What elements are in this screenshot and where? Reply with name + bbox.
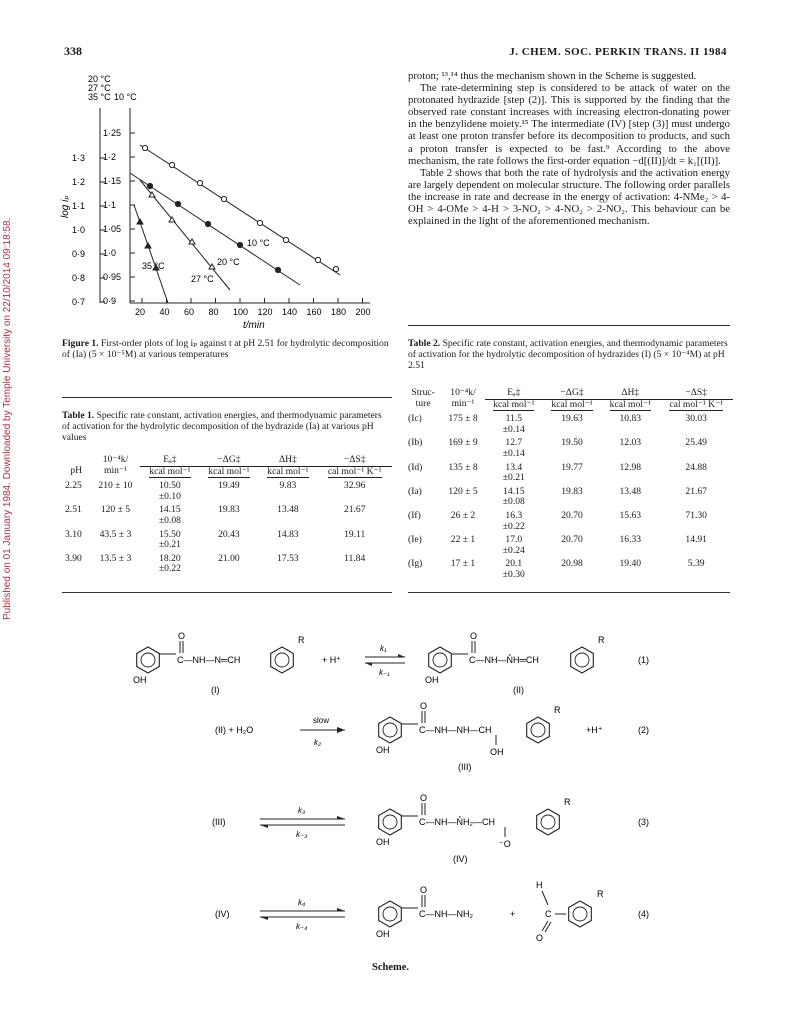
y4-tick-label: 1·1 [103, 200, 117, 210]
y1-tick-label: 0·8 [72, 273, 86, 283]
figure-1-caption-label: Figure 1. [62, 338, 99, 349]
paragraph-2: The rate-determining step is considered to be attack of water on the protonated hydrazide [step (2)]. This is supported by the finding that the observed rate constant increases with increasing electron-donating power in the benzylidene moiety.¹⁵ The intermediate (IV) [step (3)] must undergo at least one proton transfer before its decomposition to products, and such a proton transfer is expected to be fast.⁹ According to the above mechanism, the rate follows the first-order equation −d[(II)]/dt = k₁[(II)]. [408, 82, 730, 167]
y1-tick-label: 1·0 [72, 225, 86, 235]
axis-label-27c: 27 °C [88, 83, 111, 93]
point-10c [221, 196, 226, 201]
scheme-caption: Scheme. [372, 962, 410, 973]
y1-tick-label: 0·9 [72, 249, 86, 259]
svg-text:O: O [178, 631, 186, 641]
table-cell: 14.15 ±0.08 [140, 502, 199, 526]
axis-label-10c: 10 °C [114, 92, 137, 102]
header-top-0: Struc- [411, 387, 435, 398]
table-cell: 19.77 [561, 461, 583, 473]
table-cell: 2.51 [65, 504, 82, 516]
point-10c [283, 237, 288, 242]
table-row [62, 527, 392, 551]
table-cell: 14.15 ±0.08 [485, 484, 543, 508]
svg-text:OH: OH [490, 747, 504, 757]
header-unit-4: kcal mol⁻¹ [609, 398, 651, 410]
table-cell-error: ±0.08 [158, 514, 181, 526]
y4-tick-label: 1·05 [103, 224, 122, 234]
svg-text:k₋₄: k₋₄ [296, 922, 308, 931]
table-row [405, 508, 733, 532]
point-10c [142, 145, 147, 150]
table-cell: 10.83 [619, 413, 642, 425]
point-35c [145, 243, 151, 248]
header-top-2: Eₐ‡ [140, 455, 199, 466]
table-row [405, 484, 733, 508]
table-cell: 210 ± 10 [98, 480, 133, 492]
x-tick-label: 60 [184, 307, 195, 317]
svg-text:k₄: k₄ [298, 898, 306, 907]
page-number: 338 [64, 44, 82, 58]
header-unit-5: cal mol⁻¹ K⁻¹ [327, 465, 382, 477]
table-cell: 120 ± 5 [100, 504, 131, 516]
point-27c [169, 217, 175, 222]
rule-right-top [408, 325, 730, 326]
table-cell: 13.5 ± 3 [99, 552, 132, 564]
table-cell: 32.96 [343, 480, 366, 492]
svg-text:R: R [564, 797, 571, 807]
table-cell: 12.98 [619, 461, 642, 473]
table-cell: 21.00 [218, 552, 240, 564]
header-unit-0: ture [415, 398, 431, 410]
header-unit-2: kcal mol⁻¹ [493, 398, 535, 410]
svg-text:O: O [470, 631, 478, 641]
table-cell: 17.0 ±0.24 [485, 532, 543, 556]
table-cell: 14.91 [685, 534, 707, 546]
header-unit-3: kcal mol⁻¹ [208, 465, 250, 477]
axis-label-35c: 35 °C [88, 92, 111, 102]
table-cell: 20.98 [561, 558, 583, 570]
svg-text:k₂: k₂ [314, 738, 322, 747]
point-10c [333, 266, 338, 271]
rule-table2-bottom [408, 592, 730, 593]
table-cell: 20.43 [218, 528, 240, 540]
table-row [405, 556, 733, 580]
svg-text:(1): (1) [638, 655, 649, 665]
point-20c [205, 221, 210, 226]
header-unit-1: min⁻¹ [104, 465, 127, 477]
table-1-caption [62, 410, 392, 443]
svg-text:OH: OH [425, 675, 439, 685]
svg-text:R: R [298, 635, 305, 645]
table-cell-error: ±0.22 [158, 563, 181, 575]
point-20c [175, 201, 180, 206]
table-cell-error: ±0.10 [158, 490, 181, 502]
table-2-caption-label: Table 2. [408, 338, 441, 349]
table-cell: 12.03 [619, 437, 642, 449]
table-1 [62, 455, 392, 575]
table-cell: 5.39 [687, 558, 705, 570]
header-top-1: 10⁻⁴k/ [102, 454, 129, 465]
point-20c [147, 183, 152, 188]
figure-1-plot [60, 70, 390, 335]
svg-text:O: O [420, 885, 428, 895]
label-III: (III) [458, 762, 472, 772]
x-tick-label: 200 [355, 307, 371, 317]
line-label-10c: 10 °C [247, 238, 270, 248]
svg-text:R: R [598, 635, 605, 645]
table-2 [405, 388, 733, 581]
svg-text:R: R [554, 705, 561, 715]
table-cell: 16.3 ±0.22 [485, 508, 543, 532]
y1-tick-label: 1·2 [72, 177, 86, 187]
y-axis-label: log iₚ [60, 195, 71, 218]
svg-text:OH: OH [376, 745, 390, 755]
point-20c [275, 267, 280, 272]
x-tick-label: 20 [135, 307, 146, 317]
svg-text:k₋₃: k₋₃ [296, 830, 308, 839]
figure-1-caption-text: First-order plots of log iₚ against t at pH 2.51 for hydrolytic decomposition of (Ia) (5 × 10⁻⁵M) at various temperatures [62, 338, 389, 360]
svg-text:O: O [536, 933, 544, 943]
line-label-35c: 35 °C [142, 261, 165, 271]
table-cell: 12.7 ±0.14 [485, 435, 543, 459]
x-tick-label: 140 [282, 307, 298, 317]
table-cell: 3.90 [65, 552, 82, 564]
point-20c [237, 242, 242, 247]
svg-text:+H⁺: +H⁺ [586, 725, 603, 735]
x-axis-ticks [135, 298, 371, 317]
header-top-4: ΔH‡ [601, 388, 659, 399]
table-row [62, 478, 392, 502]
svg-text:slow: slow [313, 716, 330, 725]
header-unit-4: kcal mol⁻¹ [267, 465, 309, 477]
svg-text:k₁: k₁ [380, 644, 387, 653]
y1-tick-label: 1·1 [72, 201, 86, 211]
table-cell: (Ig) [408, 558, 423, 570]
label-II: (II) [513, 685, 524, 695]
header-top-5: −ΔS‡ [659, 388, 733, 399]
label-I: (I) [211, 685, 220, 695]
table-cell: (Ie) [408, 534, 422, 546]
table-cell: 13.48 [277, 504, 299, 516]
table-cell: 20.70 [561, 509, 583, 521]
x-tick-label: 80 [208, 307, 219, 317]
table-2-caption-text: Specific rate constant, activation energies, and thermodynamic parameters of activation for the hydrolytic decomposition of hydrazides (I) (5 × 10⁻⁴M) at pH 2.51 [408, 338, 728, 371]
scheme-II-fragment: C—NH—N̊H═CH [469, 655, 539, 665]
table-cell: 17 ± 1 [450, 558, 476, 570]
x-tick-label: 180 [331, 307, 347, 317]
header-top-4: ΔH‡ [258, 455, 317, 466]
table-cell: 13.4 ±0.21 [485, 460, 543, 484]
svg-text:(II) + H₂O: (II) + H₂O [215, 725, 254, 735]
table-cell: 10.50 ±0.10 [140, 478, 199, 502]
svg-text:+: + [510, 909, 516, 919]
paragraph-1: proton; ¹³,¹⁴ thus the mechanism shown in the Scheme is suggested. [408, 70, 697, 82]
point-10c [315, 257, 320, 262]
table-cell: 71.30 [685, 509, 707, 521]
svg-text:R: R [597, 889, 604, 899]
point-10c [197, 180, 202, 185]
point-35c [137, 219, 143, 224]
table-cell: 25.49 [685, 437, 707, 449]
svg-text:OH: OH [376, 837, 390, 847]
table-cell-error: ±0.14 [502, 423, 525, 435]
table-cell: 24.88 [685, 461, 707, 473]
table-cell: 19.83 [561, 485, 583, 497]
table-cell: 21.67 [685, 485, 707, 497]
table-cell: 175 ± 8 [448, 413, 478, 425]
x-tick-label: 100 [233, 307, 249, 317]
svg-text:k₃: k₃ [298, 806, 306, 815]
y1-tick-label: 0·7 [72, 297, 86, 307]
table-cell: 19.40 [619, 558, 642, 570]
right-column-text [408, 70, 730, 227]
figure-1-caption [62, 338, 392, 360]
rule-table1-bottom [62, 592, 392, 593]
svg-text:k₋₁: k₋₁ [379, 668, 390, 677]
svg-text:O: O [420, 793, 428, 803]
table-cell: 19.63 [561, 413, 583, 425]
x-tick-label: 40 [159, 307, 170, 317]
y4-tick-label: 1·15 [103, 176, 122, 186]
table-cell: 18.20 ±0.22 [140, 551, 199, 575]
table-cell: 15.50 ±0.21 [140, 527, 199, 551]
table-cell: (If) [408, 509, 421, 521]
table-cell: 19.50 [561, 437, 583, 449]
table-cell-error: ±0.21 [502, 472, 525, 484]
svg-text:+ H⁺: + H⁺ [322, 655, 342, 665]
table-cell: 30.03 [685, 413, 707, 425]
y1-tick-label: 1·3 [72, 153, 86, 163]
y4-tick-label: 1·0 [103, 248, 117, 258]
svg-text:(4): (4) [638, 909, 649, 919]
y4-tick-label: 0·9 [103, 296, 117, 306]
svg-text:OH: OH [376, 929, 390, 939]
table-cell: 26 ± 2 [450, 509, 476, 521]
table-cell: 22 ± 1 [450, 534, 476, 546]
scheme-III-fragment: C—NH—NH—CH [419, 725, 492, 735]
point-10c [169, 162, 174, 167]
table-cell: (Ic) [408, 413, 422, 425]
table-cell: 17.53 [277, 552, 299, 564]
paragraph-3: Table 2 shows that both the rate of hydrolysis and the activation energy are largely dependent on molecular structure. The following order parallels the increase in rate and decrease in the energy of activation: 4-NMe₂ > 4-OH > 4-OMe > 4-H > 3-NO₂ > 4-NO₂ > 2-NO₂. This behaviour can be explained in the light of the aforementioned mechanism. [408, 166, 730, 228]
y4-tick-label: 0·95 [103, 272, 122, 282]
table-2-caption [408, 338, 730, 371]
table-cell: 43.5 ± 3 [99, 528, 132, 540]
table-cell: 120 ± 5 [448, 485, 478, 497]
axis-label-20c: 20 °C [88, 74, 111, 84]
table-cell: 19.83 [218, 504, 240, 516]
header-top-3: −ΔG‡ [543, 388, 601, 399]
table-cell: (Ib) [408, 437, 423, 449]
line-label-20c: 20 °C [217, 257, 240, 267]
journal-header: J. CHEM. SOC. PERKIN TRANS. II 1984 [509, 46, 727, 58]
table-cell: 21.67 [343, 504, 366, 516]
table-cell-error: ±0.22 [502, 520, 525, 532]
table-row [405, 435, 733, 459]
scheme-I-fragment: C—NH—N═CH [177, 655, 241, 665]
table-cell: 20.70 [561, 534, 583, 546]
rule-table1-top [62, 397, 392, 398]
table-cell: 19.49 [218, 480, 240, 492]
x-tick-label: 160 [306, 307, 322, 317]
table-cell: 135 ± 8 [448, 461, 478, 473]
x-axis-label: t/min [243, 320, 265, 331]
svg-text:H: H [536, 880, 543, 890]
header-unit-2: kcal mol⁻¹ [149, 465, 191, 477]
table-row [62, 551, 392, 575]
table-cell-error: ±0.30 [502, 568, 525, 580]
header-unit-3: kcal mol⁻¹ [551, 398, 593, 410]
line-label-27c: 27 °C [191, 274, 214, 284]
header-top-5: −ΔS‡ [317, 455, 392, 466]
table-row [405, 460, 733, 484]
table-cell: 20.1 ±0.30 [485, 556, 543, 580]
watermark-text: Published on 01 January 1984. Downloaded by Temple University on 22/10/2014 09:18:58. [2, 217, 13, 620]
header-top-1: 10⁻⁴k/ [450, 387, 476, 398]
svg-text:(3): (3) [638, 817, 649, 827]
table-cell: 19.11 [344, 528, 366, 540]
point-10c [257, 220, 262, 225]
table-cell: 15.63 [619, 509, 642, 521]
table-cell-error: ±0.08 [502, 496, 525, 508]
table-cell: 3.10 [65, 528, 82, 540]
header-unit-0: pH [70, 465, 83, 477]
table-cell-error: ±0.24 [502, 544, 525, 556]
table-1-caption-label: Table 1. [62, 410, 95, 421]
table-cell: 13.48 [619, 485, 642, 497]
svg-text:O: O [420, 701, 428, 711]
table-cell: 16.33 [619, 534, 642, 546]
svg-text:C: C [545, 909, 552, 919]
svg-text:OH: OH [133, 675, 147, 685]
svg-text:⁻O: ⁻O [499, 839, 511, 849]
scheme-IV-fragment: C—NH—N̊H₂—CH [419, 817, 495, 827]
download-watermark [2, 180, 16, 620]
svg-text:(2): (2) [638, 725, 649, 735]
table-row [405, 411, 733, 435]
svg-text:(III): (III) [212, 817, 226, 827]
y4-tick-label: 1·25 [103, 128, 122, 138]
table-cell-error: ±0.21 [158, 539, 181, 551]
table-row [62, 502, 392, 526]
scheme-hydrazide-fragment: C—NH—NH₂ [419, 909, 473, 919]
table-cell: (Id) [408, 461, 423, 473]
table-cell: 14.83 [277, 528, 299, 540]
table-cell-error: ±0.14 [502, 447, 525, 459]
x-tick-label: 120 [257, 307, 273, 317]
header-top-3: −ΔG‡ [199, 455, 258, 466]
table-cell: 11.5 ±0.14 [485, 411, 543, 435]
table-cell: 2.25 [65, 480, 82, 492]
table-cell: (Ia) [408, 485, 422, 497]
table-1-caption-text: Specific rate constant, activation energies, and thermodynamic parameters of activation for the hydrolytic decomposition of the hydrazide (Ia) at various pH values [62, 410, 382, 443]
table-cell: 169 ± 9 [448, 437, 478, 449]
table-row [405, 532, 733, 556]
header-top-2: Eₐ‡ [485, 388, 543, 399]
table-cell: 11.84 [344, 552, 366, 564]
header-unit-1: min⁻¹ [451, 398, 475, 410]
header-unit-5: cal mol⁻¹ K⁻¹ [669, 398, 724, 410]
y4-tick-label: 1·2 [103, 152, 117, 162]
label-IV: (IV) [453, 854, 468, 864]
svg-text:(IV): (IV) [215, 909, 230, 919]
reaction-scheme [100, 625, 720, 955]
table-cell: 9.83 [279, 480, 297, 492]
